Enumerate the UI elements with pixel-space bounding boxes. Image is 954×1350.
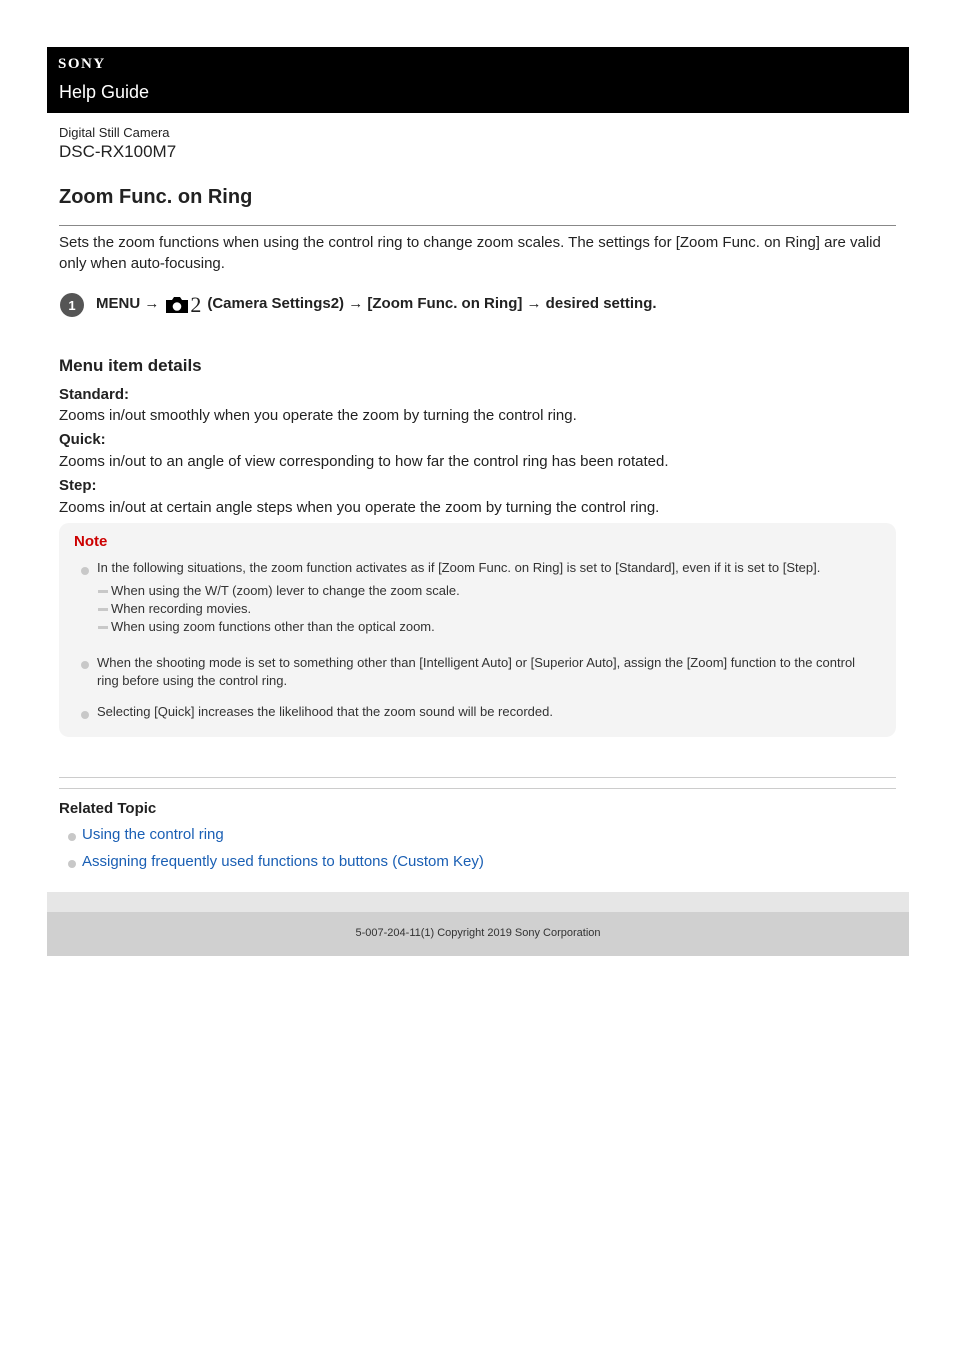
camera-settings-number: 2 <box>190 292 202 317</box>
note-subitem-1: When using the W/T (zoom) lever to change the zoom scale. <box>111 583 460 598</box>
note-item-3: Selecting [Quick] increases the likelihood that the zoom sound will be recorded. <box>97 704 553 719</box>
step-menu-text: MENU → <box>96 294 160 312</box>
step-rest-text: (Camera Settings2) → [Zoom Func. on Ring] → desired setting. <box>207 294 657 312</box>
title-divider <box>59 225 896 226</box>
detail-desc-step: Zooms in/out at certain angle steps when you operate the zoom by turning the control ring. <box>59 499 660 516</box>
note-bullet-icon <box>81 711 89 719</box>
dash-icon <box>98 626 108 629</box>
detail-term-quick: Quick: <box>59 431 106 448</box>
note-subitem-2: When recording movies. <box>111 601 252 616</box>
menu-details-title: Menu item details <box>59 356 202 375</box>
step-instruction <box>96 292 657 317</box>
detail-term-step: Step: <box>59 477 97 494</box>
section-divider <box>59 777 896 778</box>
note-box <box>59 523 896 737</box>
related-link-custom-key[interactable]: Assigning frequently used functions to buttons (Custom Key) <box>82 853 484 870</box>
note-bullet-icon <box>81 661 89 669</box>
note-subitem-3: When using zoom functions other than the optical zoom. <box>111 619 435 634</box>
detail-term-standard: Standard: <box>59 386 130 403</box>
footer <box>47 912 909 956</box>
help-guide-title: Help Guide <box>59 82 150 102</box>
intro-text: Sets the zoom functions when using the control ring to change zoom scales. The settings for [Zoom Func. on Ring] are valid only when auto-focusing. <box>59 234 881 272</box>
note-label: Note <box>74 533 108 550</box>
product-category: Digital Still Camera <box>59 125 170 140</box>
camera-icon <box>165 296 189 314</box>
menu-step <box>59 291 896 319</box>
link-bullet-icon <box>68 860 76 868</box>
note-item-1: In the following situations, the zoom function activates as if [Zoom Func. on Ring] is set to [Standard], even if it is set to [Step]. <box>97 560 821 575</box>
note-bullet-icon <box>81 567 89 575</box>
note-item-2: When the shooting mode is set to something other than [Intelligent Auto] or [Superior Auto], assign the [Zoom] function to the control ring before using the control ring. <box>97 655 856 688</box>
product-model: DSC-RX100M7 <box>59 142 177 161</box>
camera-settings2-icon <box>165 292 202 317</box>
section-divider <box>59 788 896 789</box>
dash-icon <box>98 608 108 611</box>
footer-band <box>47 892 909 912</box>
sony-logo: SONY <box>58 56 106 72</box>
dash-icon <box>98 590 108 593</box>
detail-desc-standard: Zooms in/out smoothly when you operate the zoom by turning the control ring. <box>59 407 577 424</box>
header-bar <box>47 47 909 113</box>
link-bullet-icon <box>68 833 76 841</box>
related-link-control-ring[interactable]: Using the control ring <box>82 826 224 843</box>
step-number-badge: 1 <box>60 293 84 317</box>
related-topic-title: Related Topic <box>59 800 157 817</box>
copyright-text: 5-007-204-11(1) Copyright 2019 Sony Corporation <box>355 927 601 939</box>
page-title: Zoom Func. on Ring <box>59 186 253 208</box>
detail-desc-quick: Zooms in/out to an angle of view corresponding to how far the control ring has been rotated. <box>59 453 669 470</box>
